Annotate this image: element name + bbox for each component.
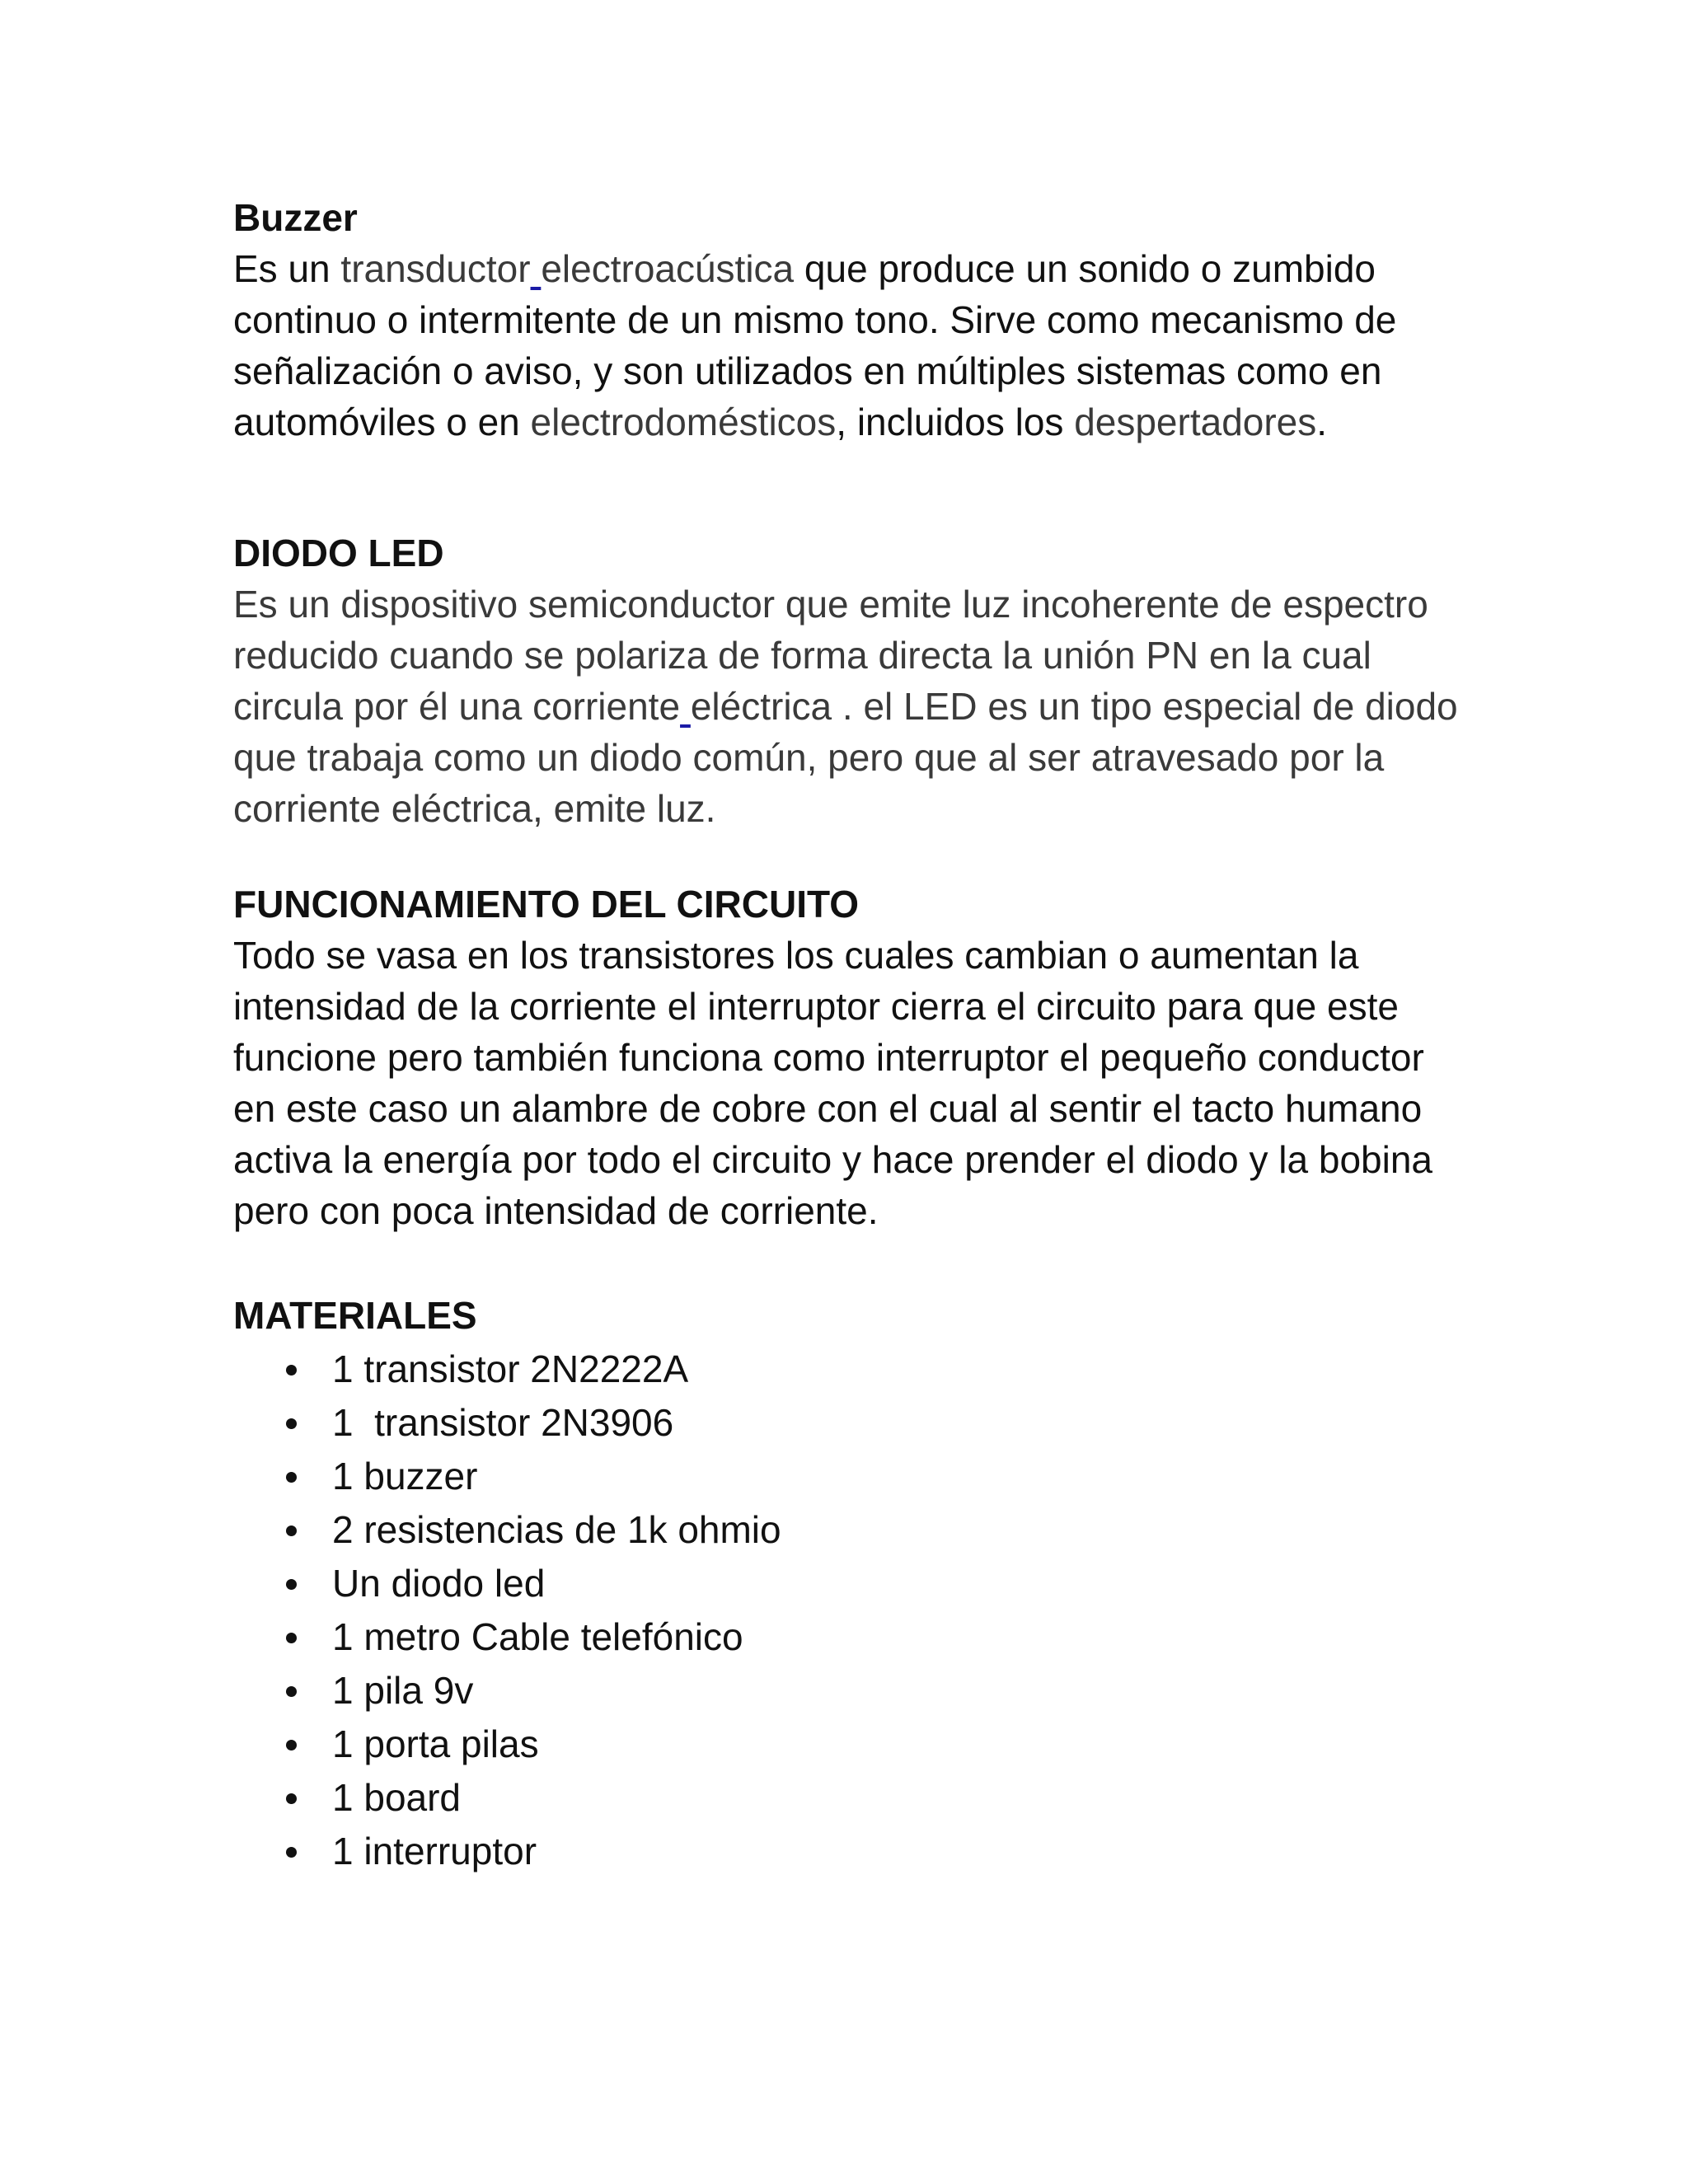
bullet-icon [286, 1526, 297, 1536]
list-item [233, 1771, 1470, 1825]
text-span: Es un [233, 247, 341, 290]
list-item-text: 1 porta pilas [332, 1722, 539, 1765]
list-item-text: 1 interruptor [332, 1830, 537, 1872]
bullet-icon [286, 1365, 297, 1376]
text-span: eléctrica . el LED es un tipo especial de diodo que trabaja como un diodo común, pero que al ser atravesado por la corriente eléctrica, emite luz. [233, 685, 1458, 830]
list-item [233, 1396, 1470, 1450]
list-item [233, 1557, 1470, 1610]
bullet-icon [286, 1418, 297, 1429]
text-span: . [1316, 401, 1328, 443]
document-page [233, 192, 1470, 1878]
term-electrodomesticos: electrodomésticos [530, 401, 837, 443]
heading-funcionamiento: FUNCIONAMIENTO DEL CIRCUITO [233, 883, 860, 926]
paragraph-funcionamiento: Todo se vasa en los transistores los cuales cambian o aumentan la intensidad de la corriente el interruptor cierra el circuito para que este funcione pero también funciona como interruptor el pequeño conductor en este caso un alambre de cobre con el cual al sentir el tacto humano activa la energía por todo el circuito y hace prender el diodo y la bobina pero con poca intensidad de corriente. [233, 934, 1433, 1232]
list-item [233, 1825, 1470, 1878]
section-funcionamiento [233, 879, 1470, 1236]
list-item-text: 1 transistor 2N3906 [332, 1401, 674, 1444]
bullet-icon [286, 1740, 297, 1750]
section-diodo-led [233, 527, 1470, 834]
list-item [233, 1450, 1470, 1503]
list-item-text: 1 buzzer [332, 1455, 478, 1497]
list-item-text: 1 metro Cable telefónico [332, 1615, 743, 1658]
list-item-text: 1 pila 9v [332, 1669, 474, 1712]
paragraph-diodo-led [233, 579, 1470, 834]
term-despertadores: despertadores [1074, 401, 1317, 443]
text-span: , incluidos los [836, 401, 1075, 443]
text-span: que produce un sonido o zumbido continuo o intermitente de un mismo tono. Sirve como mecanismo de señalización o aviso, y son utilizados en múltiples sistemas como en automóviles o en [233, 247, 1397, 443]
section-buzzer [233, 192, 1470, 448]
heading-diodo-led: DIODO LED [233, 532, 444, 574]
list-item [233, 1664, 1470, 1718]
list-item-text: Un diodo led [332, 1562, 546, 1605]
list-item [233, 1343, 1470, 1396]
link-space [680, 685, 691, 728]
text-span: Es un dispositivo semiconductor que emite luz incoherente de espectro reducido cuando se polariza de forma directa la unión PN en la cual circula por él una corriente [233, 583, 1428, 728]
bullet-icon [286, 1472, 297, 1483]
list-item [233, 1718, 1470, 1771]
heading-buzzer: Buzzer [233, 196, 358, 239]
bullet-icon [286, 1686, 297, 1697]
section-materiales [233, 1290, 1470, 1878]
link-space [531, 247, 542, 290]
bullet-icon [286, 1793, 297, 1804]
materials-list [233, 1343, 1470, 1878]
heading-materiales: MATERIALES [233, 1294, 477, 1337]
list-item [233, 1610, 1470, 1664]
list-item-text: 2 resistencias de 1k ohmio [332, 1508, 781, 1551]
term-transductor: transductor [340, 247, 531, 290]
bullet-icon [286, 1579, 297, 1590]
list-item-text: 1 board [332, 1776, 462, 1819]
term-electroacustica: electroacústica [541, 247, 795, 290]
bullet-icon [286, 1847, 297, 1858]
list-item-text: 1 transistor 2N2222A [332, 1347, 689, 1390]
paragraph-buzzer [233, 243, 1470, 448]
bullet-icon [286, 1633, 297, 1643]
list-item [233, 1503, 1470, 1557]
